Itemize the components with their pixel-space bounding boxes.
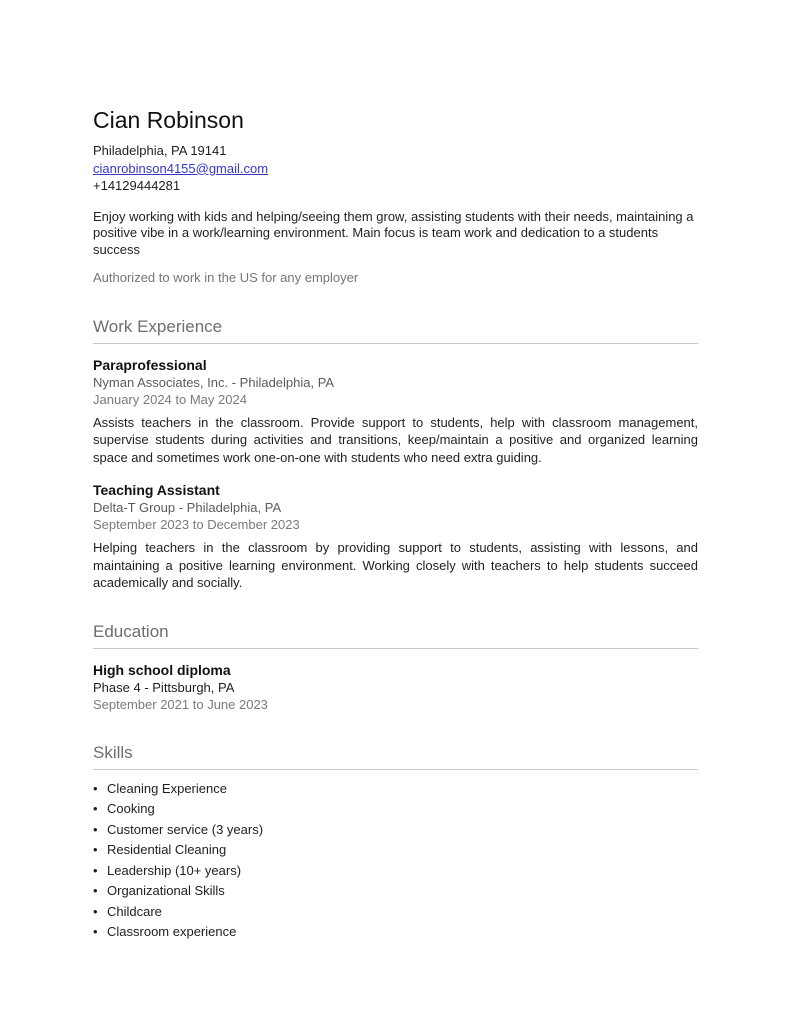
work-authorization: Authorized to work in the US for any employer <box>93 270 359 285</box>
bullet-icon: • <box>93 883 98 898</box>
skill-label: Childcare <box>107 903 162 919</box>
bullet-icon: • <box>93 821 98 837</box>
job-company: Nyman Associates, Inc. - Philadelphia, PA <box>93 374 335 390</box>
work-experience-title: Work Experience <box>93 317 698 344</box>
skill-label: Cleaning Experience <box>107 780 227 796</box>
section-work-experience <box>93 317 698 592</box>
skill-label: Classroom experience <box>107 924 237 939</box>
bullet-icon: • <box>93 862 98 878</box>
job-description: Assists teachers in the classroom. Provide support to students, help with classroom management, supervise students during activities and transitions, keep/maintain a positive and organized learning space and sometimes work one-on-one with students who need extra guiding. <box>93 414 698 465</box>
job-entry <box>93 482 698 592</box>
skills-title: Skills <box>93 743 698 770</box>
job-dates: January 2024 to May 2024 <box>93 391 247 407</box>
skill-label: Organizational Skills <box>107 883 225 898</box>
job-description: Helping teachers in the classroom by providing support to students, assisting with lessons, and maintaining a positive learning environment. Working closely with teachers to help students succeed academically and socially. <box>93 540 698 590</box>
skill-item <box>93 781 698 798</box>
job-company: Delta-T Group - Philadelphia, PA <box>93 500 282 515</box>
education-dates: September 2021 to June 2023 <box>93 696 268 712</box>
job-title: Paraprofessional <box>93 356 207 373</box>
degree-title: High school diploma <box>93 661 231 678</box>
education-title: Education <box>93 622 698 649</box>
section-education <box>93 622 698 713</box>
skill-label: Residential Cleaning <box>107 842 227 857</box>
job-title: Teaching Assistant <box>93 482 220 498</box>
candidate-phone: +14129444281 <box>93 178 181 193</box>
bullet-icon: • <box>93 842 98 857</box>
skill-label: Customer service (3 years) <box>107 821 264 837</box>
email-link[interactable]: cianrobinson4155@gmail.com <box>93 160 269 176</box>
skill-item <box>93 883 698 900</box>
skill-item <box>93 904 698 921</box>
bullet-icon: • <box>93 801 98 816</box>
candidate-name: Cian Robinson <box>93 107 244 133</box>
summary-text: Enjoy working with kids and helping/seeing them grow, assisting students with their needs, maintaining a positive vibe in a work/learning environment. Main focus is team work and dedication to a students success <box>93 208 694 257</box>
bullet-icon: • <box>93 780 98 796</box>
skill-item <box>93 924 698 941</box>
bullet-icon: • <box>93 924 98 939</box>
skill-item <box>93 822 698 839</box>
skills-list <box>93 781 698 941</box>
skill-item <box>93 842 698 859</box>
skill-label: Leadership (10+ years) <box>107 862 242 878</box>
job-dates: September 2023 to December 2023 <box>93 517 300 532</box>
skill-label: Cooking <box>107 801 155 816</box>
candidate-location: Philadelphia, PA 19141 <box>93 143 227 158</box>
section-skills <box>93 743 698 941</box>
job-entry <box>93 357 698 467</box>
bullet-icon: • <box>93 903 98 919</box>
skill-item <box>93 863 698 880</box>
education-entry <box>93 662 698 713</box>
skill-item <box>93 801 698 818</box>
school-line: Phase 4 - Pittsburgh, PA <box>93 679 235 695</box>
